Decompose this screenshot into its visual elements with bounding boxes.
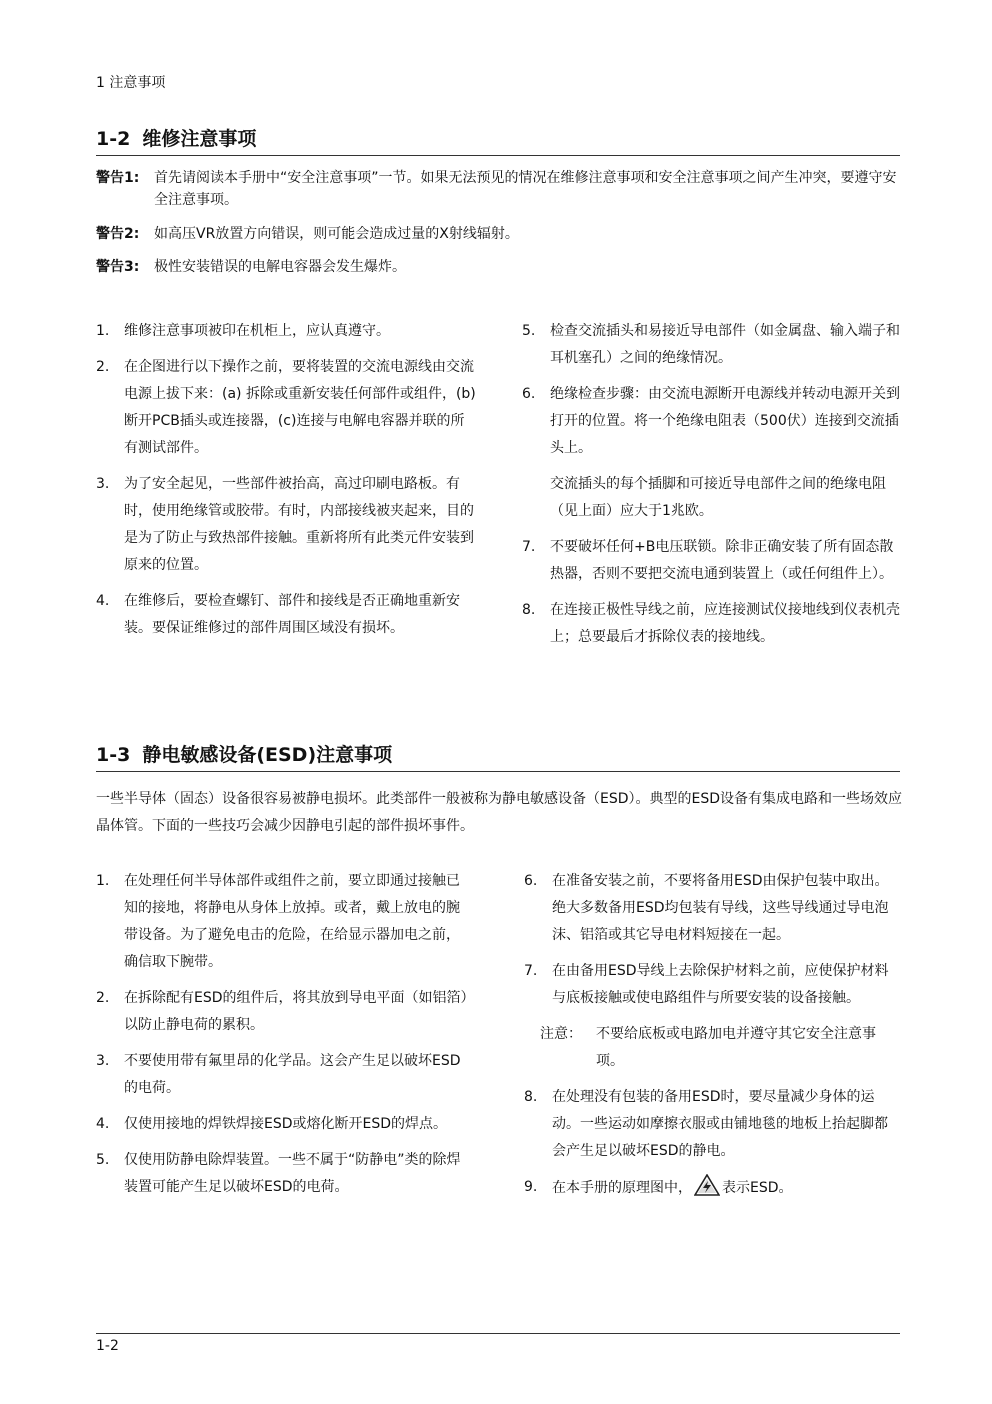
section-title-text: 静电敏感设备(ESD)注意事项 (142, 744, 393, 766)
list-item (96, 318, 476, 345)
item-number: 2. (96, 359, 110, 375)
page-number: 1-2 (96, 1338, 119, 1354)
list-item (96, 1048, 472, 1102)
section-number: 1-3 (96, 744, 131, 766)
item-text: 在处理任何半导体部件或组件之前，要立即通过接触已知的接地，将静电从身体上放掉。或者，戴上放电的腕带设备。为了避免电击的危险，在给显示器加电之前，确信取下腕带。 (124, 873, 460, 970)
item-number: 8. (524, 1089, 538, 1105)
item-text: 在处理没有包装的备用ESD时，要尽量减少身体的运动。一些运动如摩擦衣服或由铺地毯的地板上抬起脚都会产生足以破坏ESD的静电。 (552, 1089, 888, 1159)
list-item (522, 381, 900, 462)
list-item (524, 958, 900, 1012)
item-text: 在连接正极性导线之前，应连接测试仪接地线到仪表机壳上；总要最后才拆除仪表的接地线。 (550, 602, 900, 645)
section-rule (96, 155, 900, 156)
list-item (96, 1111, 472, 1138)
item-number: 9. (524, 1179, 538, 1195)
esd-warning-icon (694, 1174, 720, 1206)
item-number: 5. (96, 1152, 110, 1168)
running-header: 1 注意事项 (96, 75, 166, 91)
item-number: 6. (522, 386, 536, 402)
item-number: 4. (96, 593, 110, 609)
section-1-3-right-column (524, 868, 900, 1215)
item-text: 在维修后，要检查螺钉、部件和接线是否正确地重新安装。要保证维修过的部件周围区域没有损坏。 (124, 593, 460, 636)
list-item (96, 588, 476, 642)
item-text: 在准备安装之前，不要将备用ESD由保护包装中取出。绝大多数备用ESD均包装有导线，这些导线通过导电泡沫、铝箔或其它导电材料短接在一起。 (552, 873, 889, 943)
item-number: 3. (96, 476, 110, 492)
item-number: 8. (522, 602, 536, 618)
item-text-pre: 在本手册的原理图中， (552, 1180, 692, 1196)
item-number: 4. (96, 1116, 110, 1132)
item-text (552, 1174, 900, 1206)
warning-2 (96, 223, 902, 245)
list-item (96, 868, 472, 976)
section-1-3-left-column (96, 868, 472, 1210)
footer-rule (96, 1333, 900, 1334)
list-item (96, 985, 472, 1039)
item-continuation: 交流插头的每个插脚和可接近导电部件之间的绝缘电阻（见上面）应大于1兆欧。 (550, 476, 886, 519)
item-text: 不要使用带有氟里昂的化学品。这会产生足以破坏ESD的电荷。 (124, 1053, 461, 1096)
warning-label: 警告1: (96, 170, 140, 186)
list-item (522, 597, 900, 651)
section-intro: 一些半导体（固态）设备很容易被静电损坏。此类部件一般被称为静电敏感设备（ESD）。典型的ESD设备有集成电路和一些场效应晶体管。下面的一些技巧会减少因静电引起的部件损坏事件。 (96, 791, 903, 834)
list-item (96, 354, 476, 462)
item-number: 6. (524, 873, 538, 889)
section-rule (96, 771, 900, 772)
warning-label: 警告3: (96, 259, 140, 275)
item-number: 5. (522, 323, 536, 339)
list-item (96, 1147, 472, 1201)
warning-text: 如高压VR放置方向错误，则可能会造成过量的X射线辐射。 (154, 226, 519, 242)
item-number: 7. (522, 539, 536, 555)
item-text: 仅使用接地的焊铁焊接ESD或熔化断开ESD的焊点。 (124, 1116, 448, 1132)
section-title-text: 维修注意事项 (142, 128, 257, 150)
section-title-1-2 (96, 124, 256, 151)
item-number: 7. (524, 963, 538, 979)
item-text: 在拆除配有ESD的组件后，将其放到导电平面（如铝箔）以防止静电荷的累积。 (124, 990, 468, 1033)
note (540, 1021, 900, 1075)
warning-text: 极性安装错误的电解电容器会发生爆炸。 (154, 259, 406, 275)
note-text: 不要给底板或电路加电并遵守其它安全注意事项。 (596, 1026, 876, 1069)
warning-text: 首先请阅读本手册中“安全注意事项”一节。如果无法预见的情况在维修注意事项和安全注意事项之间产生冲突，要遵守安全注意事项。 (154, 170, 897, 208)
section-title-1-3 (96, 740, 392, 767)
item-text: 检查交流插头和易接近导电部件（如金属盘、输入端子和耳机塞孔）之间的绝缘情况。 (550, 323, 900, 366)
item-text: 在由备用ESD导线上去除保护材料之前，应使保护材料与底板接触或使电路组件与所要安装的设备接触。 (552, 963, 889, 1006)
list-item (524, 868, 900, 949)
section-1-2-right-column (522, 318, 900, 660)
item-number: 3. (96, 1053, 110, 1069)
item-text: 维修注意事项被印在机柜上，应认真遵守。 (124, 323, 390, 339)
section-number: 1-2 (96, 128, 131, 150)
list-item (522, 318, 900, 372)
list-item (96, 471, 476, 579)
section-1-2-left-column (96, 318, 476, 651)
warning-3 (96, 256, 902, 278)
item-number: 1. (96, 873, 110, 889)
item-text: 在企图进行以下操作之前，要将装置的交流电源线由交流电源上拔下来：(a) 拆除或重新安装任何部件或组件，(b) 断开PCB插头或连接器，(c)连接与电解电容器并联的所有测试部件。 (124, 359, 476, 456)
warning-label: 警告2: (96, 226, 140, 242)
list-item (524, 1174, 900, 1206)
list-item (524, 1084, 900, 1165)
item-number: 1. (96, 323, 110, 339)
item-text-post: 表示ESD。 (722, 1180, 793, 1196)
warning-1 (96, 167, 902, 211)
item-text: 仅使用防静电除焊装置。一些不属于“防静电”类的除焊装置可能产生足以破坏ESD的电荷。 (124, 1152, 461, 1195)
item-text: 绝缘检查步骤：由交流电源断开电源线并转动电源开关到打开的位置。将一个绝缘电阻表（500伏）连接到交流插头上。 (550, 386, 900, 456)
item-text: 不要破坏任何+B电压联锁。除非正确安装了所有固态散热器，否则不要把交流电通到装置上（或任何组件上）。 (550, 539, 894, 582)
item-text: 为了安全起见，一些部件被抬高，高过印刷电路板。有时，使用绝缘管或胶带。有时，内部接线被夹起来，目的是为了防止与致热部件接触。重新将所有此类元件安装到原来的位置。 (124, 476, 474, 573)
item-number: 2. (96, 990, 110, 1006)
list-item (522, 534, 900, 588)
note-label: 注意： (540, 1026, 582, 1042)
